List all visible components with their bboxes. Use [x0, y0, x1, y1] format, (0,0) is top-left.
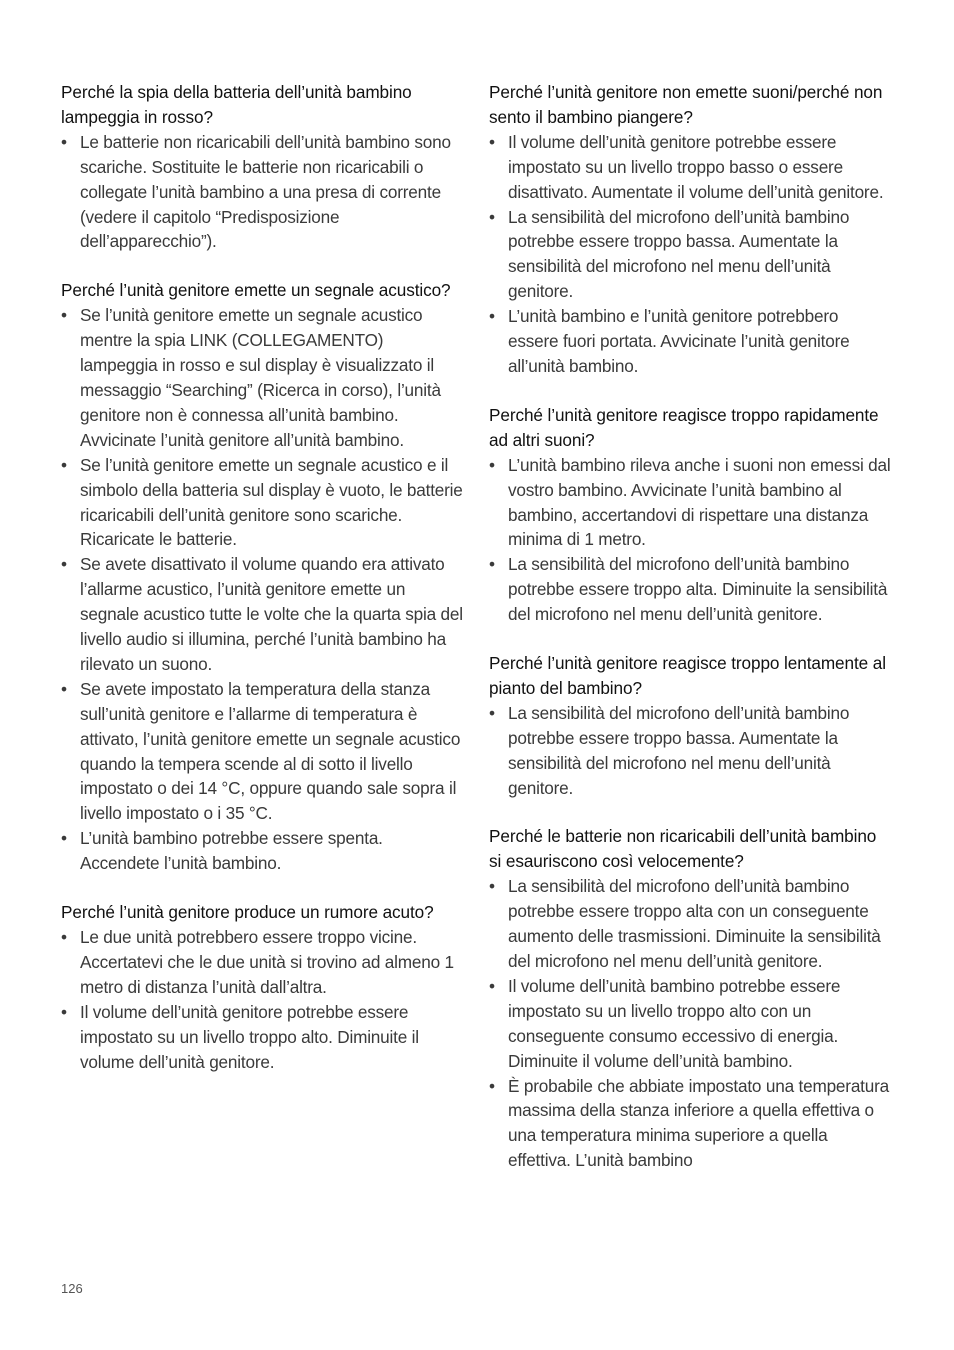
faq-answer-item: [489, 304, 893, 379]
bullet-icon: •: [61, 454, 67, 475]
faq-answer-item: [489, 701, 893, 801]
faq-answer-item: [489, 874, 893, 974]
bullet-icon: •: [61, 927, 67, 947]
page-number: 126: [61, 1281, 83, 1296]
faq-answer-item: [61, 1000, 465, 1075]
faq-answer-list: [489, 874, 893, 1173]
faq-question: Perché la spia della batteria dell’unità bambino lampeggia in rosso?: [61, 82, 412, 127]
faq-answer-text: L’unità bambino rileva anche i suoni non emessi dal vostro bambino. Avvicinate l’unità bambino al bambino, accertandovi di rispettare una distanza minima di 1 metro.: [508, 454, 891, 550]
faq-question: Perché le batterie non ricaricabili dell’unità bambino si esauriscono così velocemente?: [489, 826, 877, 872]
faq-question: Perché l’unità genitore reagisce troppo lentamente al pianto del bambino?: [489, 653, 886, 698]
faq-section: [489, 403, 893, 627]
faq-answer-text: Il volume dell’unità genitore potrebbe essere impostato su un livello troppo alto. Diminuite il volume dell’unità genitore.: [80, 1001, 419, 1072]
faq-answer-list: [61, 925, 465, 1074]
faq-answer-list: [61, 303, 465, 876]
faq-answer-text: Se l’unità genitore emette un segnale acustico e il simbolo della batteria sul display è vuoto, le batterie ricaricabili dell’unità genitore sono scariche. Ricaricate le batterie.: [80, 454, 463, 550]
faq-answer-text: La sensibilità del microfono dell’unità bambino potrebbe essere troppo alta con un conseguente aumento delle trasmissioni. Diminuite la sensibilità del microfono nel menu dell’unità genitore.: [508, 876, 881, 971]
faq-section: [61, 278, 465, 876]
faq-answer-text: È probabile che abbiate impostato una temperatura massima della stanza inferiore a quella effettiva o una temperatura minima superiore a quella effettiva. L’unità bambino: [508, 1075, 889, 1171]
faq-section: [61, 80, 465, 254]
faq-answer-item: [489, 130, 893, 205]
bullet-icon: •: [61, 828, 67, 849]
faq-answer-text: L’unità bambino e l’unità genitore potrebbero essere fuori portata. Avvicinate l’unità genitore all’unità bambino.: [508, 306, 850, 376]
faq-question: Perché l’unità genitore produce un rumore acuto?: [61, 902, 434, 923]
bullet-icon: •: [489, 702, 495, 723]
faq-answer-item: [489, 453, 893, 553]
bullet-icon: •: [61, 305, 67, 326]
faq-answer-text: Se avete impostato la temperatura della stanza sull’unità genitore e l’allarme di temperatura è attivato, l’unità genitore emette un segnale acustico quando la tempera scende al di sotto il livello impostato o dei 14 °C, oppure quando sale sopra il livello impostato o i 35 °C.: [80, 678, 461, 824]
faq-answer-item: [61, 925, 465, 1000]
faq-answer-text: La sensibilità del microfono dell’unità bambino potrebbe essere troppo bassa. Aumentate la sensibilità del microfono nel menu dell’unità genitore.: [508, 206, 850, 302]
faq-question: Perché l’unità genitore non emette suoni/perché non sento il bambino piangere?: [489, 82, 883, 127]
right-column: [489, 80, 893, 1197]
bullet-icon: •: [489, 206, 495, 227]
faq-answer-item: [61, 303, 465, 452]
faq-section: [489, 80, 893, 379]
faq-answer-text: Il volume dell’unità bambino potrebbe essere impostato su un livello troppo alto con un conseguente consumo eccessivo di energia. Diminuite il volume dell’unità bambino.: [508, 975, 841, 1071]
faq-answer-list: [489, 701, 893, 801]
faq-section: [489, 824, 893, 1173]
faq-answer-text: La sensibilità del microfono dell’unità bambino potrebbe essere troppo alta. Diminuite la sensibilità del microfono nel menu dell’unità genitore.: [508, 554, 888, 625]
bullet-icon: •: [61, 1001, 67, 1022]
faq-answer-list: [61, 130, 465, 255]
faq-answer-text: La sensibilità del microfono dell’unità bambino potrebbe essere troppo bassa. Aumentate la sensibilità del microfono nel menu dell’unità genitore.: [508, 702, 850, 798]
bullet-icon: •: [61, 678, 67, 699]
faq-answer-item: [489, 974, 893, 1074]
faq-answer-text: Se l’unità genitore emette un segnale acustico mentre la spia LINK (COLLEGAMENTO) lampeggia in rosso e sul display è visualizzato il messaggio “Searching” (Ricerca in corso), l’unità genitore non è connessa all’unità bambino. Avvicinate l’unità genitore all’unità bambino.: [80, 305, 441, 450]
bullet-icon: •: [489, 1075, 495, 1096]
faq-answer-list: [489, 130, 893, 379]
faq-answer-list: [489, 453, 893, 627]
faq-answer-item: [61, 130, 465, 255]
bullet-icon: •: [489, 131, 495, 152]
bullet-icon: •: [61, 554, 67, 575]
faq-answer-text: Il volume dell’unità genitore potrebbe essere impostato su un livello troppo basso o essere disattivato. Aumentate il volume dell’unità genitore.: [508, 131, 884, 202]
faq-answer-item: [489, 552, 893, 627]
faq-answer-item: [61, 677, 465, 826]
bullet-icon: •: [489, 975, 495, 996]
faq-answer-item: [489, 205, 893, 305]
faq-answer-item: [61, 826, 465, 876]
faq-question: Perché l’unità genitore emette un segnale acustico?: [61, 280, 451, 301]
bullet-icon: •: [61, 131, 67, 152]
faq-answer-text: Se avete disattivato il volume quando era attivato l’allarme acustico, l’unità genitore emette un segnale acustico tutte le volte che la quarta spia del livello audio si illumina, perché l’unità bambino ha rilevato un suono.: [80, 554, 463, 674]
faq-answer-item: [61, 453, 465, 553]
left-column: [61, 80, 465, 1098]
faq-answer-text: Le due unità potrebbero essere troppo vicine. Accertatevi che le due unità si trovino ad almeno 1 metro di distanza l’unità dall’altra.: [80, 927, 454, 997]
faq-answer-item: [489, 1074, 893, 1174]
bullet-icon: •: [489, 554, 495, 575]
bullet-icon: •: [489, 454, 495, 475]
faq-section: [489, 651, 893, 800]
faq-answer-item: [61, 552, 465, 677]
faq-question: Perché l’unità genitore reagisce troppo rapidamente ad altri suoni?: [489, 404, 879, 450]
faq-answer-text: Le batterie non ricaricabili dell’unità bambino sono scariche. Sostituite le batterie non ricaricabili o collegate l’unità bambino a una presa di corrente (vedere il capitolo “Predisposizione dell’apparecchio”).: [80, 131, 451, 252]
bullet-icon: •: [489, 876, 495, 897]
faq-answer-text: L’unità bambino potrebbe essere spenta. Accendete l’unità bambino.: [80, 828, 383, 874]
bullet-icon: •: [489, 306, 495, 327]
faq-section: [61, 900, 465, 1074]
